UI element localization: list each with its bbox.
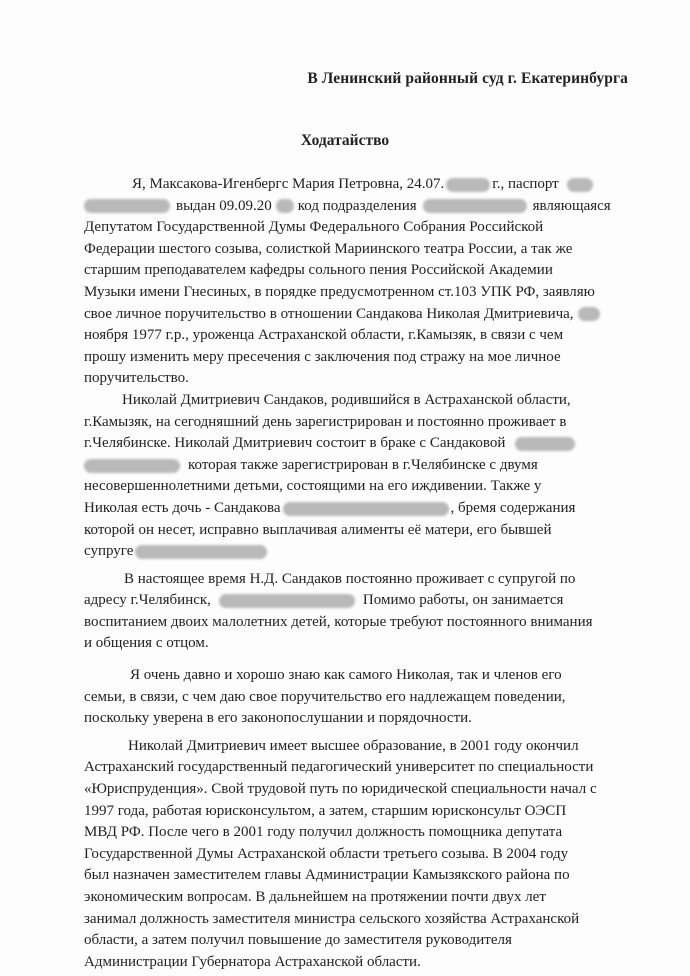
redacted-block [219, 594, 355, 608]
redacted-block [515, 437, 575, 451]
redacted-block [423, 199, 527, 213]
text-line: экономическим вопросам. В дальнейшем на протяжении почти двух лет [84, 889, 546, 905]
text-line: Депутатом Государственной Думы Федерального Собрания Российской [84, 219, 544, 236]
text-line: поскольку уверена в его законопослушании и порядочности. [84, 710, 472, 727]
text-line: Я, Максакова-Игенбергс Мария Петровна, 24.07. г., паспорт [84, 174, 639, 196]
redacted-block [84, 199, 170, 213]
text-line: прошу изменить меру пресечения с заключения под стражу на мое личное [84, 348, 561, 365]
text-line: адресу г.Челябинск, Помимо работы, он занимается [84, 592, 564, 609]
text-line: Федерации шестого созыва, солисткой Мариинского театра России, а так же [84, 240, 573, 257]
text-line: старшим преподавателем кафедры сольного пения Российской Академии [84, 262, 553, 279]
text-line: г.Челябинске. Николай Дмитриевич состоит в браке с Сандаковой [84, 433, 639, 455]
text-line: выдан 09.09.20 код подразделения являющаяся [84, 196, 639, 218]
text-line: воспитанием двоих малолетних детей, которые требуют постоянного внимания [84, 613, 593, 630]
text-line: несовершеннолетними детьми, состоящими на его иждивении. Также у [84, 478, 542, 495]
text-line: 1997 года, работая юрисконсультом, а затем, старшим юрисконсульт ОЭСП [84, 802, 567, 819]
redacted-block [84, 459, 180, 473]
document-body [84, 174, 639, 973]
text-line: Государственной Думы Астраханской области третьего созыва. В 2004 году [84, 845, 569, 862]
text-line: Николай Дмитриевич имеет высшее образование, в 2001 году окончил [128, 737, 579, 754]
text-line: свое личное поручительство в отношении Сандакова Николая Дмитриевича, [84, 304, 639, 326]
redacted-block [283, 502, 449, 516]
text-line: В настоящее время Н.Д. Сандаков постоянно проживает с супругой по [124, 570, 576, 587]
text-line: супруге [84, 541, 639, 563]
text-line: Администрации Губернатора Астраханской области. [84, 953, 421, 970]
text-line: семьи, в связи, с чем даю свое поручительство его надлежащем поведении, [84, 688, 566, 705]
redacted-block [567, 178, 593, 192]
redacted-block [578, 307, 600, 321]
text-line: занимал должность заместителя министра сельского хозяйства Астраханской [84, 910, 580, 927]
text-line: МВД РФ. После чего в 2001 году получил должность помощника депутата [84, 824, 563, 841]
text-line: области, а затем получил повышение до заместителя руководителя [84, 932, 512, 949]
text-line: ноября 1977 г.р., уроженца Астраханской области, г.Камызяк, в связи с чем [84, 327, 564, 344]
redacted-block [276, 199, 294, 213]
text-line: Николая есть дочь - Сандакова , бремя содержания [84, 499, 576, 516]
text-line: и общения с отцом. [84, 635, 209, 652]
text-line: Астраханский государственный педагогический университет по специальности [84, 759, 594, 776]
text-line: поручительство. [84, 370, 189, 387]
redacted-block [446, 178, 490, 192]
text-line: Николай Дмитриевич Сандаков, родившийся в Астраханской области, [122, 391, 571, 408]
text-line: был назначен заместителем главы Администрации Камызякского района по [84, 867, 570, 884]
addressee: В Ленинский районный суд г. Екатеринбурга [307, 70, 628, 87]
text-line: которой он несет, исправно выплачивая алименты её матери, его бывшей [84, 521, 552, 538]
text-line: которая также зарегистрирован в г.Челябинске с двумя [84, 455, 639, 477]
text-line: г.Камызяк, на сегодняшний день зарегистрирован и постоянно проживает в [84, 413, 567, 430]
text-line: Я очень давно и хорошо знаю как самого Николая, так и членов его [130, 667, 562, 684]
text-line: Музыки имени Гнесиных, в порядке предусмотренном ст.103 УПК РФ, заявляю [84, 283, 595, 300]
redacted-block [135, 545, 267, 559]
text-line: «Юриспруденция». Свой трудовой путь по юридической специальности начал с [84, 781, 597, 798]
document-title: Ходатайство [300, 132, 390, 149]
